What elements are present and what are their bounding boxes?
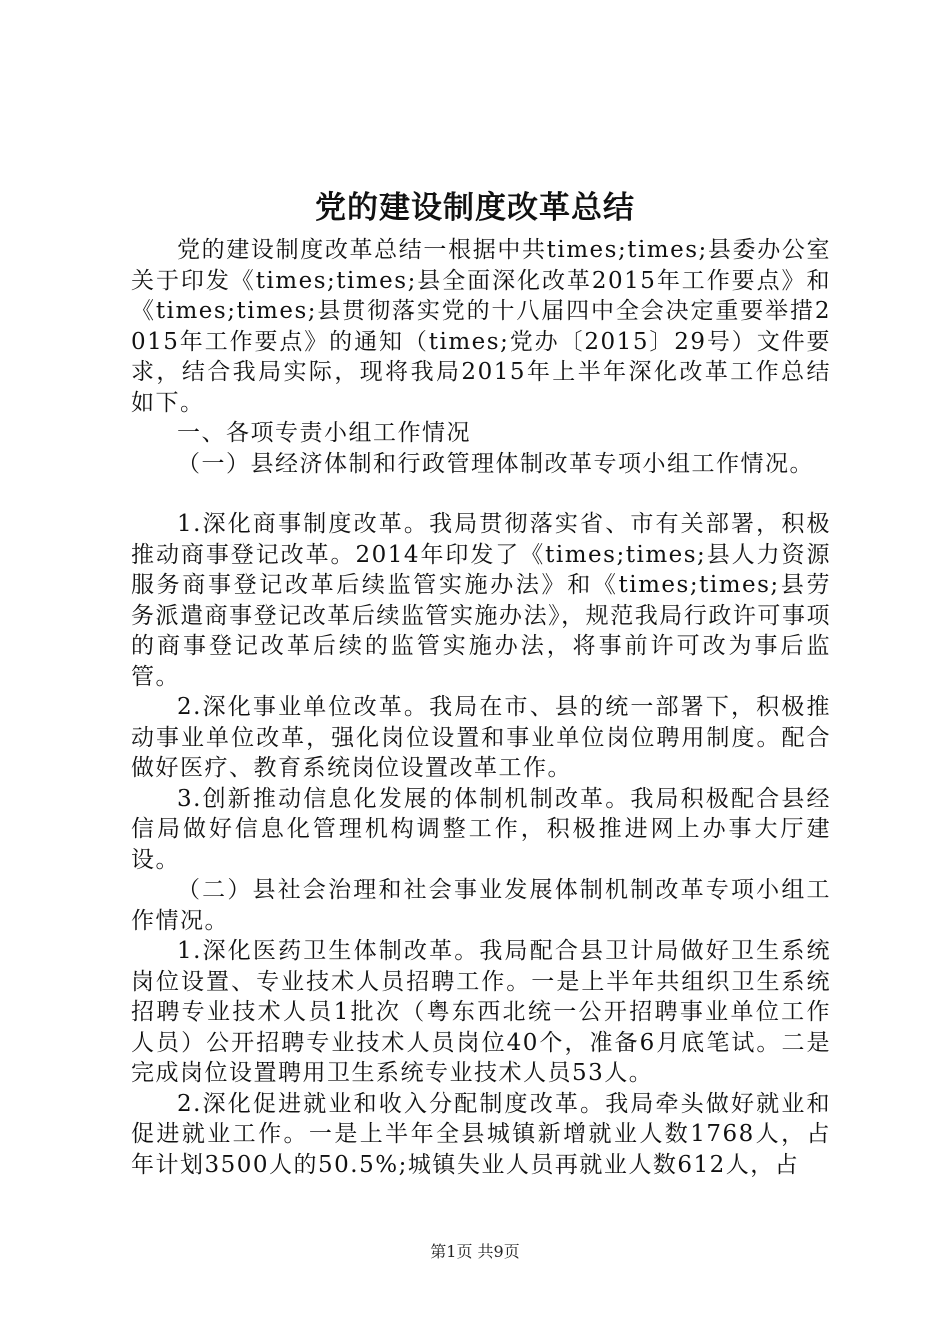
- item-paragraph: 3.创新推动信息化发展的体制机制改革。我局积极配合县经信局做好信息化管理机构调整工作，积极推进网上办事大厅建设。: [131, 785, 831, 873]
- page-footer: 第1页 共9页: [430, 1242, 520, 1261]
- document-title: 党的建设制度改革总结: [315, 190, 635, 226]
- item-paragraph: 2.深化事业单位改革。我局在市、县的统一部署下，积极推动事业单位改革，强化岗位设置和事业单位岗位聘用制度。配合做好医疗、教育系统岗位设置改革工作。: [131, 694, 831, 781]
- item-paragraph: 2.深化促进就业和收入分配制度改革。我局牵头做好就业和促进就业工作。一是上半年全县城镇新增就业人数1768人，占年计划3500人的50.5%;城镇失业人员再就业人数612人，占: [131, 1090, 831, 1178]
- document-body: [131, 235, 831, 1180]
- section-heading: 一、各项专责小组工作情况: [177, 420, 471, 446]
- subsection-heading-1: （一）县经济体制和行政管理体制改革专项小组工作情况。: [177, 450, 814, 477]
- subsection-heading-2: （二）县社会治理和社会事业发展体制机制改革专项小组工作情况。: [131, 877, 831, 934]
- paragraph-gap: [131, 479, 831, 509]
- item-paragraph: 1.深化医药卫生体制改革。我局配合县卫计局做好卫生系统岗位设置、专业技术人员招聘工作。一是上半年共组织卫生系统招聘专业技术人员1批次（粤东西北统一公开招聘事业单位工作人员）公开招聘专业技术人员岗位40个，准备6月底笔试。二是完成岗位设置聘用卫生系统专业技术人员53人。: [131, 938, 831, 1086]
- intro-paragraph: 党的建设制度改革总结一根据中共times;times;县委办公室关于印发《times;times;县全面深化改革2015年工作要点》和《times;times;县贯彻落实党的十八届四中全会决定重要举措2015年工作要点》的通知（times;党办〔2015〕29号）文件要求，结合我局实际，现将我局2015年上半年深化改革工作总结如下。: [131, 237, 831, 416]
- item-paragraph: 1.深化商事制度改革。我局贯彻落实省、市有关部署，积极推动商事登记改革。2014年印发了《times;times;县人力资源服务商事登记改革后续监管实施办法》和《times;times;县劳务派遣商事登记改革后续监管实施办法》，规范我局行政许可事项的商事登记改革后续的监管实施办法，将事前许可改为事后监管。: [131, 511, 831, 690]
